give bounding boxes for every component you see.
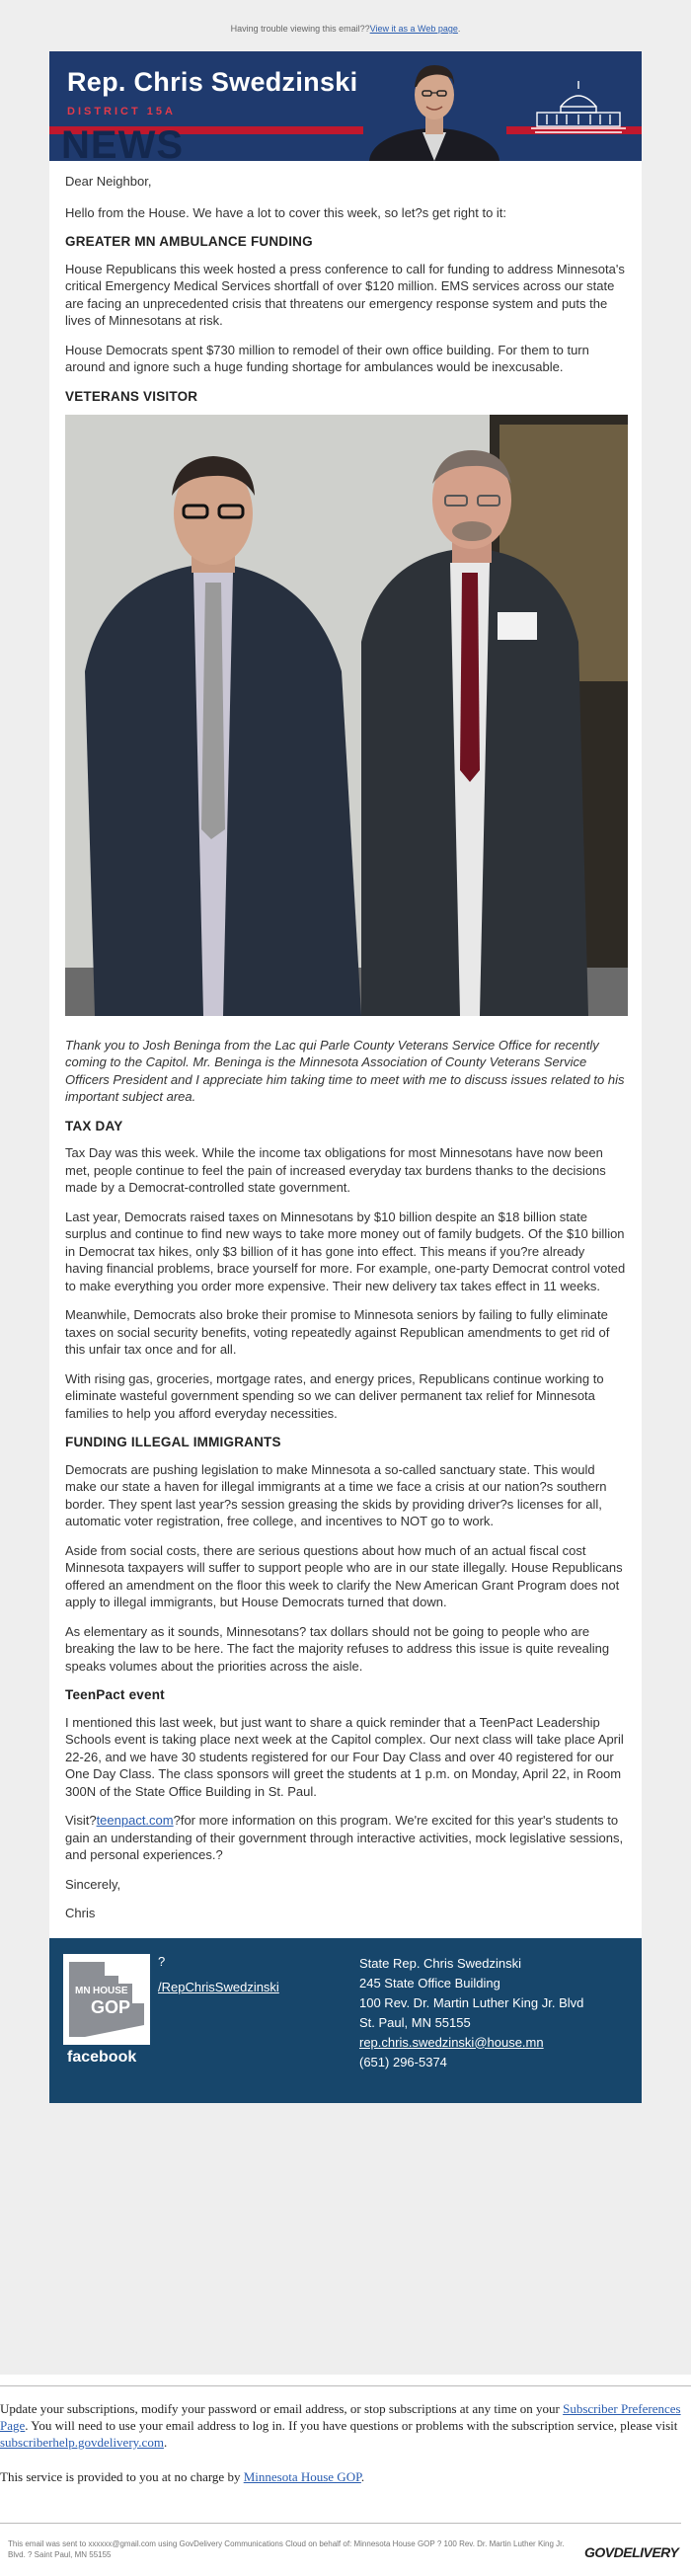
teenpact-link[interactable]: teenpact.com — [96, 1813, 174, 1828]
house-gop-logo[interactable] — [63, 1954, 150, 2045]
banner-title: Rep. Chris Swedzinski — [67, 67, 358, 97]
email-link[interactable]: rep.chris.swedzinski@house.mn — [359, 2034, 544, 2050]
subscription-text-1: Update your subscriptions, modify your password or email address, or stop subscriptions at any time on your — [0, 2401, 564, 2416]
service-text-end: . — [360, 2469, 365, 2484]
sender-small-print: This email was sent to xxxxxx@gmail.com using GovDelivery Communications Cloud on behalf of: Minnesota House GOP ? 100 Rev. Dr. Martin Luther King Jr. Blvd. ? Saint Paul, MN 55155 — [8, 2539, 565, 2559]
heading-veterans: VETERANS VISITOR — [65, 388, 198, 404]
immigration-paragraph-2: Aside from social costs, there are serious questions about how much of an actual fiscal cost Minnesota taxpayers will suffer to support people who are in our state illegally. House Republicans offered an amendment on the floor this week to clarify the New American Grant Program does not apply to illegal immigrants, but House Democrats turned that down. — [65, 1542, 623, 1609]
house-gop-link[interactable]: Minnesota House GOP — [243, 2469, 361, 2484]
view-notice: Having trouble viewing this email?? — [230, 24, 370, 34]
immigration-paragraph-3: As elementary as it sounds, Minnesotans? tax dollars should not be going to people who are breaking the law to be here. The fact the majority refuses to address this issue is quite revealing speaks volumes about the priorities across the aisle. — [65, 1623, 610, 1674]
facebook-link[interactable]: /RepChrisSwedzinski — [158, 1979, 279, 1994]
subscription-text-2: . You will need to use your email address to log in. If you have questions or problems with the subscription service, please visit — [25, 2418, 678, 2433]
service-text — [0, 2469, 364, 2485]
teenpact-visit: Visit? — [65, 1813, 97, 1828]
address-office: 245 State Office Building — [359, 1975, 500, 1991]
subscriber-preferences-link[interactable]: Subscriber Preferences Page — [0, 2401, 681, 2433]
capitol-building-icon — [531, 77, 626, 134]
contact-footer — [49, 1938, 642, 2103]
logo-gop-text: GOP — [91, 1996, 131, 2017]
veterans-visitor-photo — [65, 415, 628, 1016]
newsletter-banner — [49, 51, 642, 161]
tax-paragraph-1: Tax Day was this week. While the income tax obligations for most Minnesotans have now been met, people continue to feel the pain of increased everyday tax burdens thanks to the decisions made by a Democrat-controlled state government. — [65, 1145, 606, 1195]
facebook-logo[interactable]: facebook — [67, 2048, 137, 2066]
view-online-bar — [0, 24, 691, 34]
signature: Chris — [65, 1906, 96, 1920]
ems-paragraph-1: House Republicans this week hosted a press conference to call for funding to address Minnesota's critical Emergency Medical Services shortfall of over $120 million. EMS services across our state are facing an unprecedented crisis that threatens our emergency response system and puts the lives of Minnesotans at risk. — [65, 261, 625, 328]
intro-text: Hello from the House. We have a lot to cover this week, so let?s get right to it: — [65, 204, 507, 220]
ems-paragraph-2: House Democrats spent $730 million to remodel of their own office building. For them to turn around and ignore such a huge funding shortage for ambulances would be inexcusable. — [65, 342, 589, 374]
logo-house-text: HOUSE — [93, 1985, 128, 1996]
teenpact-paragraph-2 — [65, 1812, 626, 1864]
subscriber-help-link[interactable]: subscriberhelp.govdelivery.com — [0, 2435, 164, 2450]
banner-district: DISTRICT 15A — [67, 106, 176, 117]
phone-number: (651) 296-5374 — [359, 2054, 447, 2069]
email-container — [49, 51, 642, 2103]
subscription-footer — [0, 2375, 691, 2576]
subscription-text-3: . — [163, 2435, 168, 2450]
photo-caption: Thank you to Josh Beninga from the Lac qui Parle County Veterans Service Office for recently coming to the Capitol. Mr. Beninga is the Minnesota Association of County Veterans Service Officers President and I appreciate him taking time to meet with me to discuss issues related to his important subject area. — [65, 1037, 625, 1104]
address-street: 100 Rev. Dr. Martin Luther King Jr. Blvd — [359, 1994, 584, 2010]
teenpact-paragraph-1: I mentioned this last week, but just want to share a quick reminder that a TeenPact Leadership Schools event is taking place next week at the Capitol complex. Our next class will take place April 22-26, and we have 30 students registered for our Four Day Class and over 40 registered for our One Day Class. The class sponsors will greet the students at 1 p.m. on Monday, April 22, in Room 300N of the State Office Building in St. Paul. — [65, 1714, 624, 1799]
tax-paragraph-3: Meanwhile, Democrats also broke their promise to Minnesota seniors by failing to fully eliminate taxes on social security benefits, voting repeatedly against Republican amendments to get rid of this unfair tax once and for all. — [65, 1307, 610, 1357]
email-body — [49, 161, 642, 1922]
tax-paragraph-4: With rising gas, groceries, mortgage rates, and energy prices, Republicans continue working to eliminate wasteful government spending so we can deliver permanent tax relief for Minnesota families to help you afford everyday necessities. — [65, 1370, 604, 1421]
service-text-start: This service is provided to you at no charge by — [0, 2469, 244, 2484]
heading-illegal-immigrants: FUNDING ILLEGAL IMMIGRANTS — [65, 1435, 281, 1449]
heading-teenpact: TeenPact event — [65, 1687, 165, 1702]
view-web-page-link[interactable]: View it as a Web page — [369, 24, 458, 34]
govdelivery-logo[interactable]: GOVDELIVERY — [584, 2544, 679, 2560]
subscription-text — [0, 2400, 691, 2451]
view-notice-end: . — [457, 24, 461, 34]
facebook-question-mark: ? — [158, 1953, 166, 1969]
logo-mn-text: MN — [75, 1985, 91, 1996]
heading-ems: GREATER MN AMBULANCE FUNDING — [65, 234, 313, 249]
teenpact-more-info: ?for more information on this program. We're excited for this year's students to gain an understanding of their government through interactive activities, mock legislative sessions, and personal experiences.? — [65, 1813, 624, 1862]
address-city: St. Paul, MN 55155 — [359, 2014, 471, 2030]
office-address — [359, 1954, 583, 2072]
tax-paragraph-2: Last year, Democrats raised taxes on Minnesotans by $10 billion despite an $18 billion state surplus and continue to find new ways to take more money out of family budgets. Of the $10 billion in Democrat tax hikes, only $3 billion of it has gone into effect. This means if you?re already having financial problems, brace yourself for more. For example, one-party Democrat control voted to make everything you order more expensive. Their new delivery tax takes effect in 11 weeks. — [65, 1209, 626, 1293]
divider-top — [0, 2385, 691, 2386]
heading-tax-day: TAX DAY — [65, 1118, 123, 1133]
greeting: Dear Neighbor, — [65, 174, 152, 189]
banner-news-word: NEWS — [61, 123, 184, 161]
immigration-paragraph-1: Democrats are pushing legislation to make Minnesota a so-called sanctuary state. This would make our state a haven for illegal immigrants at a time we face a crisis at our nation?s southern border. They spent last year?s session greasing the skids by providing driver?s licenses for all, automatic voter registration, free college, and incentives to NOT go to work. — [65, 1461, 607, 1528]
closing: Sincerely, — [65, 1876, 121, 1892]
address-name: State Rep. Chris Swedzinski — [359, 1955, 522, 1971]
representative-portrait — [363, 51, 506, 161]
divider-bottom — [0, 2523, 681, 2524]
